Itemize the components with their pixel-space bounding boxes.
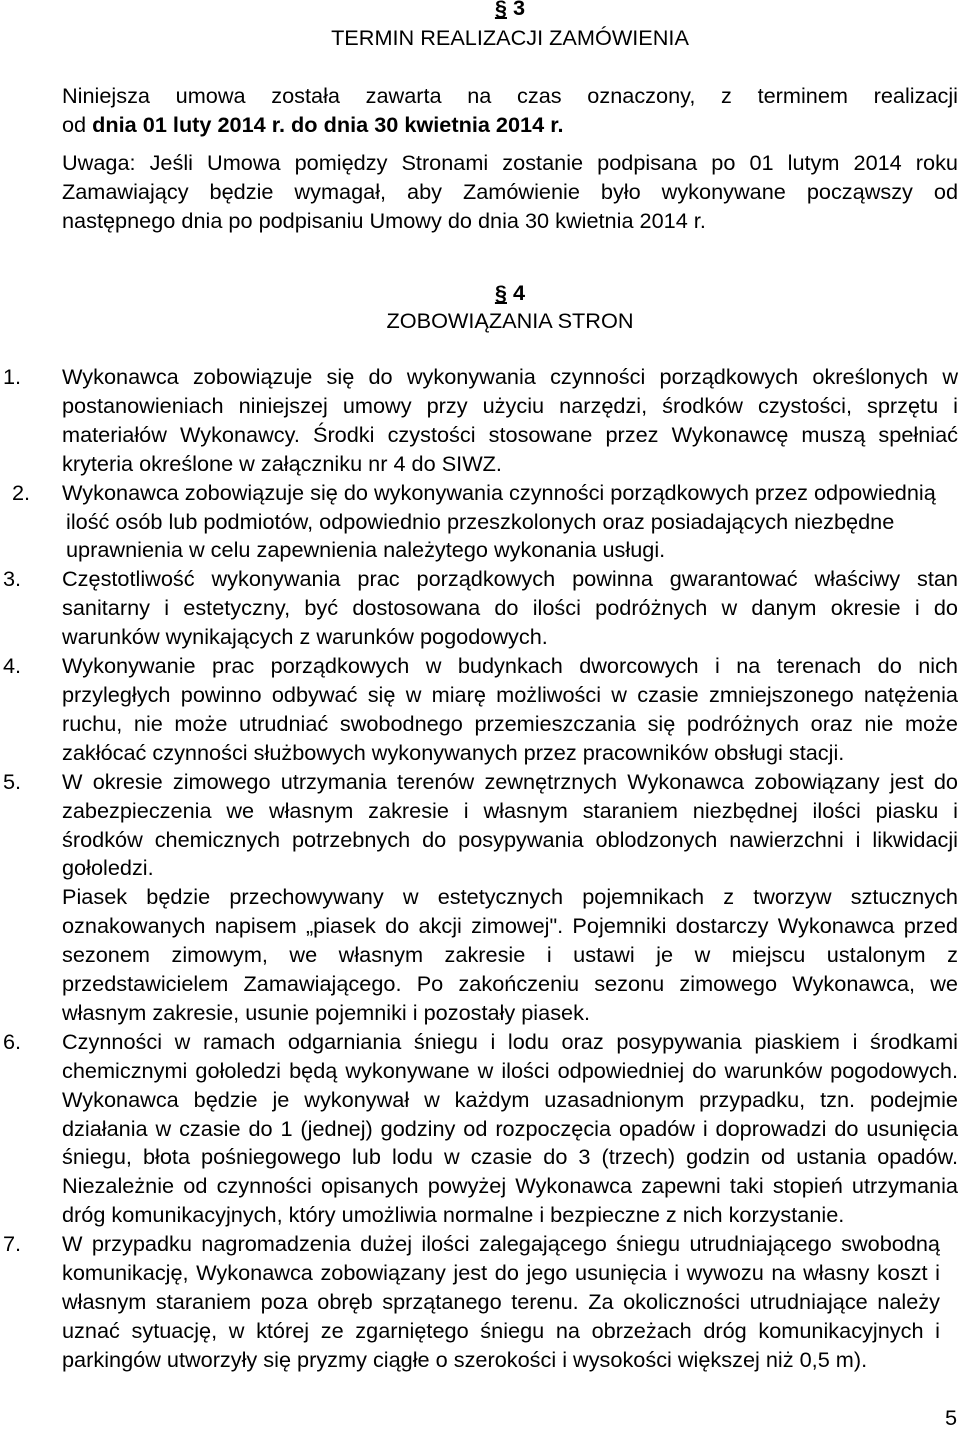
section-4-title: ZOBOWIĄZANIA STRON xyxy=(386,308,634,333)
obligation-item-2 xyxy=(0,479,960,566)
obligation-item-1 xyxy=(0,363,960,479)
text-line: postanowieniach niniejszej umowy przy użyciu narzędzi, środków czystości, sprzętu i xyxy=(62,392,958,418)
text-line: Niezależnie od czynności opisanych powyżej Wykonawca zapewni taki stopień utrzymania xyxy=(62,1173,958,1199)
item-number: 5. xyxy=(3,768,22,794)
text-line: Wykonywanie prac porządkowych w budynkach dworcowych i na terenach do nich xyxy=(62,653,958,679)
text-line: Niniejsza umowa została zawarta na czas oznaczony, z terminem realizacji xyxy=(62,83,958,108)
section-sign: § xyxy=(494,280,507,305)
section-number: 4 xyxy=(513,280,526,305)
section-sign: § xyxy=(494,0,507,20)
note-paragraph xyxy=(62,148,958,235)
text-line: oznakowanych napisem „piasek do akcji zimowej". Pojemniki dostarczy Wykonawca przed xyxy=(62,913,958,939)
item-paragraph xyxy=(62,768,958,884)
text-line xyxy=(62,110,958,139)
item-paragraph xyxy=(62,363,958,479)
text-line: przedstawicielem Zamawiającego. Po zakończeniu sezonu zimowego Wykonawca, we xyxy=(62,971,958,997)
obligation-item-5 xyxy=(0,768,960,1028)
section-3-title: TERMIN REALIZACJI ZAMÓWIENIA xyxy=(331,25,689,50)
text-line: parkingów utworzyły się pryzmy ciągłe o szerokości i wysokości większej niż 0,5 m). xyxy=(62,1346,868,1372)
item-number: 7. xyxy=(3,1231,22,1257)
text-line: przyległych powinno odbywać się w miarę możliwości w czasie zmniejszonego natężenia xyxy=(62,681,958,707)
text-line: Uwaga: Jeśli Umowa pomiędzy Stronami zostanie podpisana po 01 lutym 2014 roku xyxy=(62,150,958,175)
text-line: następnego dnia po podpisaniu Umowy do dnia 30 kwietnia 2014 r. xyxy=(62,208,706,233)
text-line: sezonem zimowym, we własnym zakresie i ustawi je w miejscu ustalonym z xyxy=(62,942,958,968)
text-line: komunikację, Wykonawca zobowiązany jest do jego usunięcia i wywozu na własny koszt i xyxy=(62,1260,940,1286)
text-line: ruchu, nie może utrudniać swobodnego przemieszczania się podróżnych oraz nie może xyxy=(62,710,958,736)
item-paragraph xyxy=(62,652,958,768)
item-text xyxy=(62,1028,958,1230)
text-line: śniegu, błota pośniegowego lub lodu w czasie do 3 (trzech) godzin od ustania opadów. xyxy=(62,1144,958,1170)
text-line: Piasek będzie przechowywany w estetycznych pojemnikach z tworzyw sztucznych xyxy=(62,884,958,910)
text-line: W okresie zimowego utrzymania terenów zewnętrznych Wykonawca zobowiązany jest do xyxy=(62,768,958,794)
text-line: uznać sytuację, w której ze zgarniętego śniegu na obrzeżach dróg komunikacyjnych i xyxy=(62,1317,940,1343)
text-line: chemicznymi gołoledzi będą wykonywane w ilości odpowiedniej do warunków pogodowych. xyxy=(62,1057,958,1083)
text-line: własnym zakresie, usunie pojemniki i pozostały piasek. xyxy=(62,999,590,1025)
item-number: 1. xyxy=(3,364,22,389)
text-line: zabezpieczenia we własnym zakresie i własnym staraniem niezbędnej ilości piasku i xyxy=(62,797,958,823)
item-number: 6. xyxy=(3,1028,22,1054)
text-line: materiałów Wykonawcy. Środki czystości stosowane przez Wykonawcę muszą spełniać xyxy=(62,421,958,447)
text-line: sanitarny i estetyczny, być dostosowana do ilości podróżnych w danym okresie i do xyxy=(62,595,958,621)
text-line: Czynności w ramach odgarniania śniegu i lodu oraz posypywania piaskiem i środkami xyxy=(62,1028,958,1054)
item-paragraph xyxy=(62,479,958,566)
text-line: Wykonawca zobowiązuje się do wykonywania czynności porządkowych przez odpowiednią xyxy=(62,479,936,505)
text-line: Wykonawca będzie je wykonywał w każdym uzasadnionym przypadku, tzn. podejmie xyxy=(62,1086,958,1112)
text-line: Częstotliwość wykonywania prac porządkowych powinna gwarantować właściwy stan xyxy=(62,566,958,592)
page-number: 5 xyxy=(944,1405,957,1430)
obligation-item-7 xyxy=(0,1230,960,1375)
text-line: dróg komunikacyjnych, który umożliwia normalne i bezpieczne z nich korzystanie. xyxy=(62,1202,845,1228)
text-line: własnym staraniem poza obręb sprzątanego terenu. Za okoliczności utrudniające należy xyxy=(62,1289,940,1314)
text-line: Wykonawca zobowiązuje się do wykonywania czynności porządkowych określonych w xyxy=(62,364,958,389)
text-line: ilość osób lub podmiotów, odpowiednio przeszkolonych oraz posiadających niezbędne xyxy=(66,508,895,534)
item-number: 4. xyxy=(3,653,22,679)
section-number: 3 xyxy=(513,0,526,20)
text-line: uprawnienia w celu zapewnienia należytego wykonania usługi. xyxy=(66,537,666,563)
item-text xyxy=(62,652,958,768)
item-paragraph xyxy=(62,565,958,652)
item-text xyxy=(62,565,958,652)
obligations-list xyxy=(0,363,960,1375)
obligation-item-4 xyxy=(0,652,960,768)
item-paragraph xyxy=(62,1028,958,1230)
section-4-heading xyxy=(62,278,958,307)
text-line: W przypadku nagromadzenia dużej ilości zalegającego śniegu utrudniającego swobodną xyxy=(62,1231,940,1257)
obligation-item-3 xyxy=(0,565,960,652)
text-line: gołoledzi. xyxy=(62,855,154,881)
item-text xyxy=(62,479,958,566)
text-line: środków chemicznych potrzebnych do posypywania oblodzonych nawierzchni i likwidacji xyxy=(62,826,958,852)
item-text xyxy=(62,1230,940,1375)
item-paragraph xyxy=(62,1230,940,1375)
text-line: warunków wynikających z warunków pogodowych. xyxy=(62,624,548,650)
text-line: zakłócać czynności służbowych wykonywanych przez pracowników obsługi stacji. xyxy=(62,739,845,765)
text-line: działania w czasie do 1 (jednej) godziny od rozpoczęcia opadów i doprowadzi do usunięcia xyxy=(62,1115,958,1141)
term-lead-text: od xyxy=(62,112,87,137)
item-text xyxy=(62,768,958,1028)
section-3-heading xyxy=(62,0,958,20)
term-dates: dnia 01 luty 2014 r. do dnia 30 kwietnia 2014 r. xyxy=(92,112,564,137)
item-paragraph xyxy=(62,883,958,1028)
text-line: Zamawiający będzie wymagał, aby Zamówienie było wykonywane począwszy od xyxy=(62,179,958,204)
item-text xyxy=(62,363,958,479)
item-number: 3. xyxy=(3,566,22,592)
obligation-item-6 xyxy=(0,1028,960,1230)
text-line: kryteria określone w załączniku nr 4 do SIWZ. xyxy=(62,450,502,476)
term-paragraph xyxy=(62,81,958,139)
item-number: 2. xyxy=(12,479,31,505)
